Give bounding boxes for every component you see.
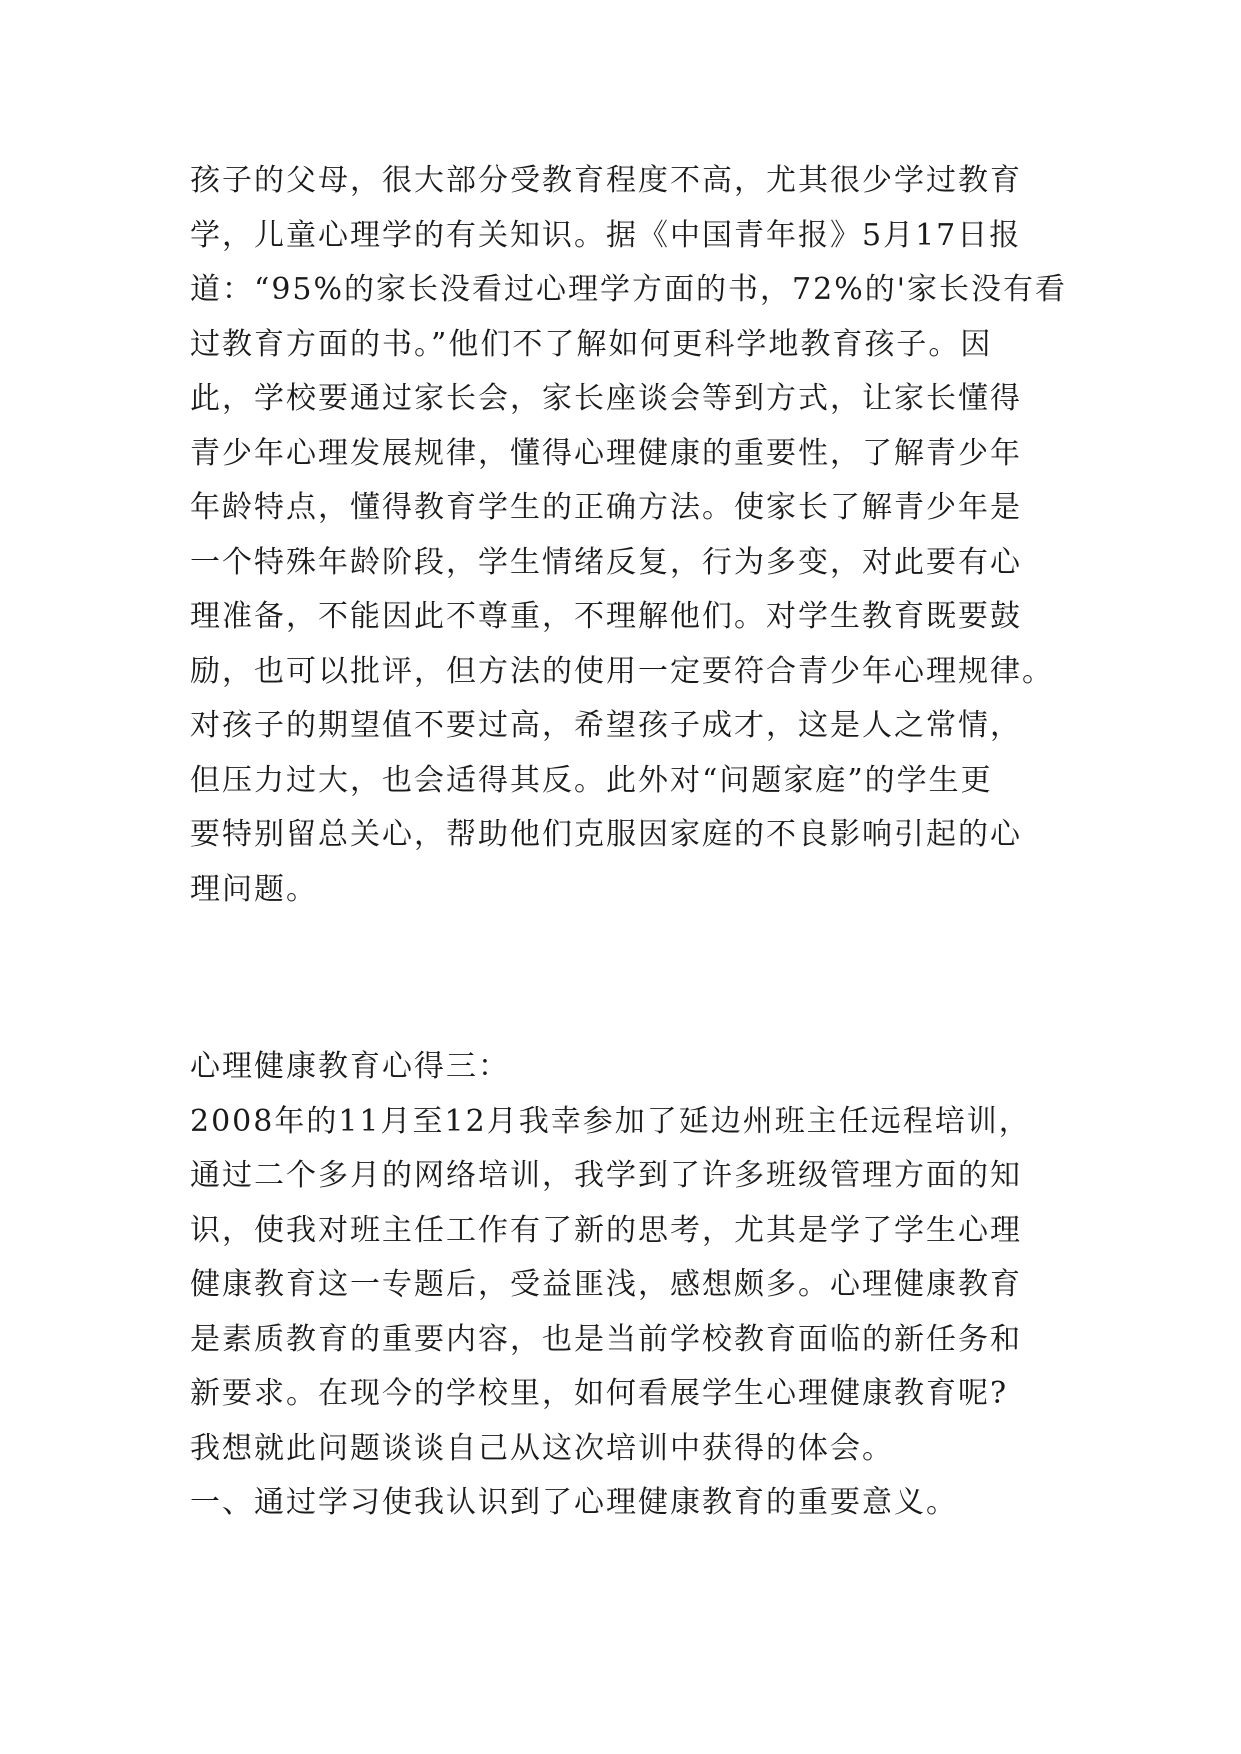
text-line: 学，儿童心理学的有关知识。据《中国青年报》5月17日报 — [190, 217, 1022, 253]
section-heading: 心理健康教育心得三： — [190, 1049, 510, 1084]
text-line: 对孩子的期望值不要过高，希望孩子成才，这是人之常情， — [190, 708, 1022, 743]
text-line: 我想就此问题谈谈自己从这次培训中获得的体会。 — [190, 1430, 894, 1466]
text-line: 一、通过学习使我认识到了心理健康教育的重要意义。 — [190, 1485, 958, 1520]
text-line: 2008年的11月至12月我幸参加了延边州班主任远程培训， — [190, 1103, 1031, 1139]
text-line: 过教育方面的书。”他们不了解如何更科学地教育孩子。因 — [190, 326, 993, 362]
text-line: 理准备，不能因此不尊重，不理解他们。对学生教育既要鼓 — [190, 599, 1022, 634]
text-line: 健康教育这一专题后，受益匪浅，感想颇多。心理健康教育 — [190, 1267, 1022, 1302]
text-line: 孩子的父母，很大部分受教育程度不高，尤其很少学过教育 — [190, 163, 1022, 198]
text-line: 是素质教育的重要内容，也是当前学校教育面临的新任务和 — [190, 1321, 1022, 1357]
paragraph-1 — [190, 154, 1067, 917]
text-line: 理问题。 — [190, 871, 318, 907]
text-line: 道：“95%的家长没看过心理学方面的书，72%的'家长没有看 — [190, 272, 1067, 307]
text-line: 青少年心理发展规律，懂得心理健康的重要性，了解青少年 — [190, 435, 1022, 471]
text-line: 识，使我对班主任工作有了新的思考，尤其是学了学生心理 — [190, 1212, 1022, 1248]
text-line: 新要求。在现今的学校里，如何看展学生心理健康教育呢? — [190, 1376, 1009, 1411]
text-line: 一个特殊年龄阶段，学生情绪反复，行为多变，对此要有心 — [190, 544, 1022, 580]
section-2 — [190, 1040, 1060, 1531]
text-line: 励，也可以批评，但方法的使用一定要符合青少年心理规律。 — [190, 653, 1054, 689]
text-line: 但压力过大，也会适得其反。此外对“问题家庭”的学生更 — [190, 762, 993, 798]
text-line: 年龄特点，懂得教育学生的正确方法。使家长了解青少年是 — [190, 490, 1022, 525]
text-line: 通过二个多月的网络培训，我学到了许多班级管理方面的知 — [190, 1158, 1022, 1193]
text-line: 要特别留总关心，帮助他们克服因家庭的不良影响引起的心 — [190, 817, 1022, 852]
text-line: 此，学校要通过家长会，家长座谈会等到方式，让家长懂得 — [190, 381, 1022, 416]
